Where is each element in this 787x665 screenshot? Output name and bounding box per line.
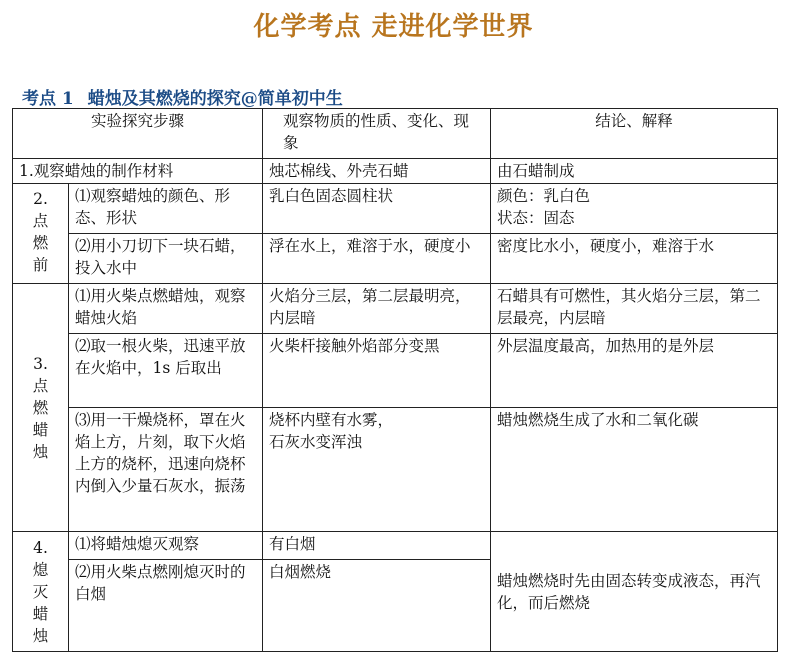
step-cell: ⑵取一根火柴，迅速平放在火焰中，1s 后取出 xyxy=(69,334,263,408)
stage-label-line: 点 xyxy=(32,376,49,395)
table-row xyxy=(13,234,778,284)
table-row xyxy=(13,334,778,408)
stage-label-line: 4. xyxy=(33,538,48,557)
conclusion-line: 状态：固态 xyxy=(497,209,575,227)
header-conclusions: 结论、解释 xyxy=(491,109,778,159)
conclusion-cell: 外层温度最高，加热用的是外层 xyxy=(491,334,778,408)
stage-label-line: 熄 xyxy=(32,560,49,579)
stage-label-line: 烛 xyxy=(32,626,49,645)
observation-line: 烧杯内壁有水雾， xyxy=(269,411,394,429)
observation-cell: 乳白色固态圆柱状 xyxy=(263,184,491,234)
table-row xyxy=(13,184,778,234)
stage-label-line: 点 xyxy=(32,212,49,230)
stage-label-line: 燃 xyxy=(32,234,49,252)
step-cell: ⑵用小刀切下一块石蜡，投入水中 xyxy=(69,234,263,284)
table-row xyxy=(13,532,778,560)
stage-label-line: 前 xyxy=(32,256,49,274)
stage-label xyxy=(13,532,69,652)
observation-line: 石灰水变浑浊 xyxy=(269,433,363,451)
table-row xyxy=(13,284,778,334)
section-number: 考点 1 xyxy=(22,89,74,109)
section-heading xyxy=(22,84,343,109)
observation-cell: 火焰分三层，第二层最明亮，内层暗 xyxy=(263,284,491,334)
conclusion-cell: 石蜡具有可燃性，其火焰分三层，第二层最亮，内层暗 xyxy=(491,284,778,334)
step-cell: ⑴用火柴点燃蜡烛，观察蜡烛火焰 xyxy=(69,284,263,334)
observation-cell: 白烟燃烧 xyxy=(263,560,491,652)
stage-label-line: 灭 xyxy=(32,582,49,601)
table-header-row xyxy=(13,109,778,159)
conclusion-cell: 由石蜡制成 xyxy=(491,159,778,184)
conclusion-line: 颜色：乳白色 xyxy=(497,187,591,205)
stage-label-line: 蜡 xyxy=(32,604,49,623)
section-text: 蜡烛及其燃烧的探究@简单初中生 xyxy=(87,89,343,109)
stage-label xyxy=(13,284,69,532)
step-cell: 1.观察蜡烛的制作材料 xyxy=(13,159,263,184)
stage-label-line: 蜡 xyxy=(32,420,49,439)
observation-cell: 火柴杆接触外焰部分变黑 xyxy=(263,334,491,408)
observation-cell: 烛芯棉线、外壳石蜡 xyxy=(263,159,491,184)
table-row xyxy=(13,408,778,532)
stage-label-line: 烛 xyxy=(32,442,49,461)
table-row xyxy=(13,159,778,184)
observation-cell: 有白烟 xyxy=(263,532,491,560)
stage-label-line: 3. xyxy=(33,354,48,373)
experiment-table xyxy=(12,108,778,652)
observation-cell xyxy=(263,408,491,532)
step-cell: ⑶用一干燥烧杯，罩在火焰上方，片刻，取下火焰上方的烧杯，迅速向烧杯内倒入少量石灰水，振荡 xyxy=(69,408,263,532)
step-cell: ⑴将蜡烛熄灭观察 xyxy=(69,532,263,560)
page-title: 化学考点 走进化学世界 xyxy=(253,12,534,42)
conclusion-cell: 蜡烛燃烧时先由固态转变成液态，再汽化，而后燃烧 xyxy=(491,532,778,652)
stage-label-line: 燃 xyxy=(32,398,49,417)
step-cell: ⑴观察蜡烛的颜色、形态、形状 xyxy=(69,184,263,234)
observation-cell: 浮在水上，难溶于水，硬度小 xyxy=(263,234,491,284)
stage-label-line: 2. xyxy=(33,190,48,208)
header-observations: 观察物质的性质、变化、现象 xyxy=(263,109,491,159)
conclusion-cell: 蜡烛燃烧生成了水和二氧化碳 xyxy=(491,408,778,532)
header-steps: 实验探究步骤 xyxy=(13,109,263,159)
conclusion-cell xyxy=(491,184,778,234)
conclusion-cell: 密度比水小，硬度小，难溶于水 xyxy=(491,234,778,284)
step-cell: ⑵用火柴点燃刚熄灭时的白烟 xyxy=(69,560,263,652)
stage-label xyxy=(13,184,69,284)
